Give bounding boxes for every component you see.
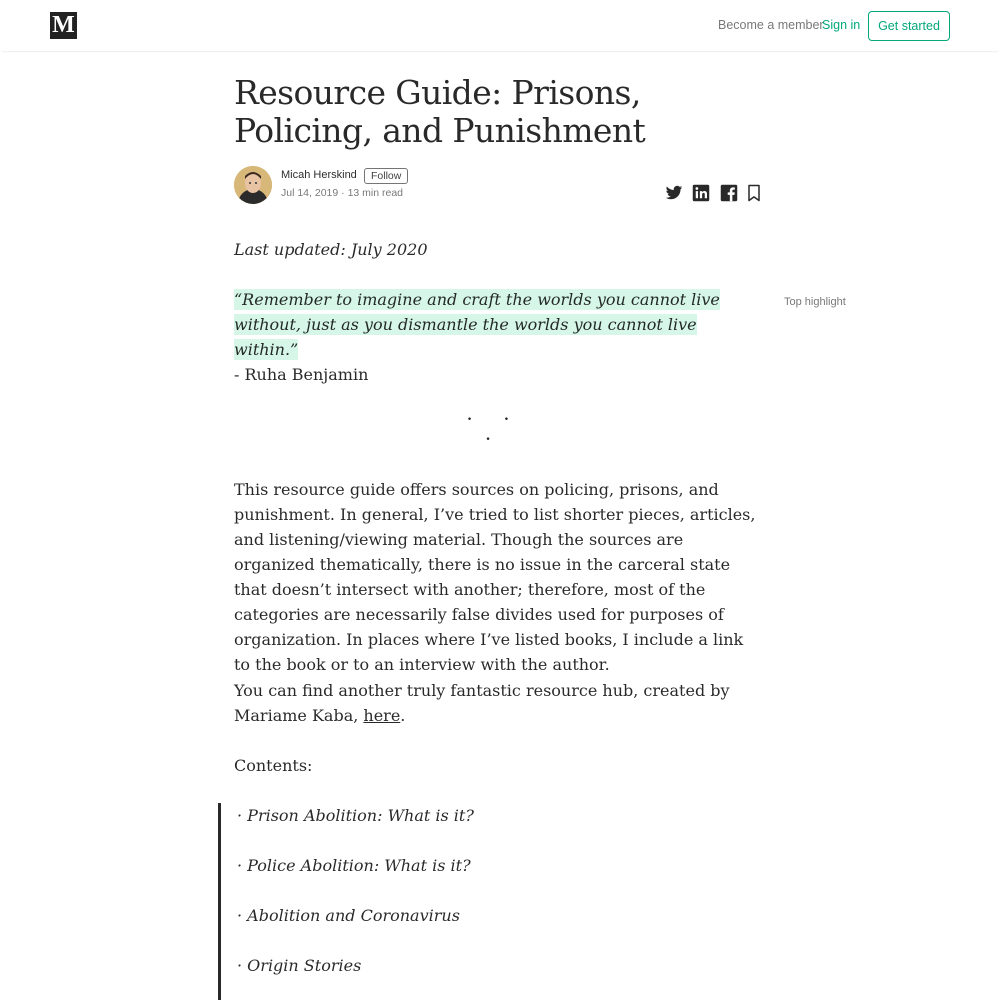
get-started-button[interactable]: Get started: [868, 11, 950, 41]
here-link[interactable]: here: [363, 706, 401, 725]
hub-end: .: [400, 706, 406, 725]
contents-blockquote: [218, 803, 758, 1000]
resource-hub-paragraph: [234, 678, 764, 728]
follow-button[interactable]: Follow: [364, 168, 408, 184]
publish-date: Jul 14, 2019: [281, 187, 339, 199]
read-time: 13 min read: [347, 187, 404, 199]
top-navigation-bar: [0, 0, 1000, 51]
quote-highlight: “Remember to imagine and craft the worlds you cannot live without, just as you dismantle the worlds you cannot live within.”: [234, 290, 720, 359]
intro-paragraph: This resource guide offers sources on policing, prisons, and punishment. In general, I’ve tried to list shorter pieces, articles, and listening/viewing material. Though the sources are organized thematically, there is no issue in the carceral state that doesn’t intersect with another; therefore, most of the categories are necessarily false divides used for purposes of organization. In places where I’ve listed books, I include a link to the book or to an interview with the author.: [234, 480, 756, 674]
section-divider: · · ·: [465, 406, 523, 451]
facebook-icon[interactable]: [720, 184, 738, 202]
toc-item: · Police Abolition: What is it?: [237, 856, 471, 875]
toc-item: · Origin Stories: [237, 956, 362, 975]
medium-logo[interactable]: M: [50, 12, 77, 39]
toc-item: · Abolition and Coronavirus: [237, 906, 460, 925]
toc-item: · Prison Abolition: What is it?: [237, 806, 474, 825]
top-highlight-label: Top highlight: [784, 296, 846, 308]
quote-attribution: - Ruha Benjamin: [234, 365, 369, 384]
author-name[interactable]: Micah Herskind: [281, 169, 357, 181]
last-updated-text: Last updated: July 2020: [234, 240, 428, 259]
bookmark-icon[interactable]: [747, 184, 761, 202]
twitter-icon[interactable]: [665, 184, 683, 202]
hub-text: You can find another truly fantastic resource hub, created by Mariame Kaba,: [234, 681, 730, 725]
highlighted-quote[interactable]: [234, 287, 764, 362]
meta-separator: ·: [341, 187, 345, 199]
article-title: Resource Guide: Prisons, Policing, and Punishment: [234, 73, 646, 150]
become-member-link[interactable]: Become a member: [718, 18, 824, 32]
linkedin-icon[interactable]: [692, 184, 710, 202]
contents-label: Contents:: [234, 756, 313, 775]
sign-in-link[interactable]: Sign in: [822, 18, 861, 32]
author-avatar[interactable]: [234, 166, 272, 204]
article-meta: [281, 187, 403, 199]
